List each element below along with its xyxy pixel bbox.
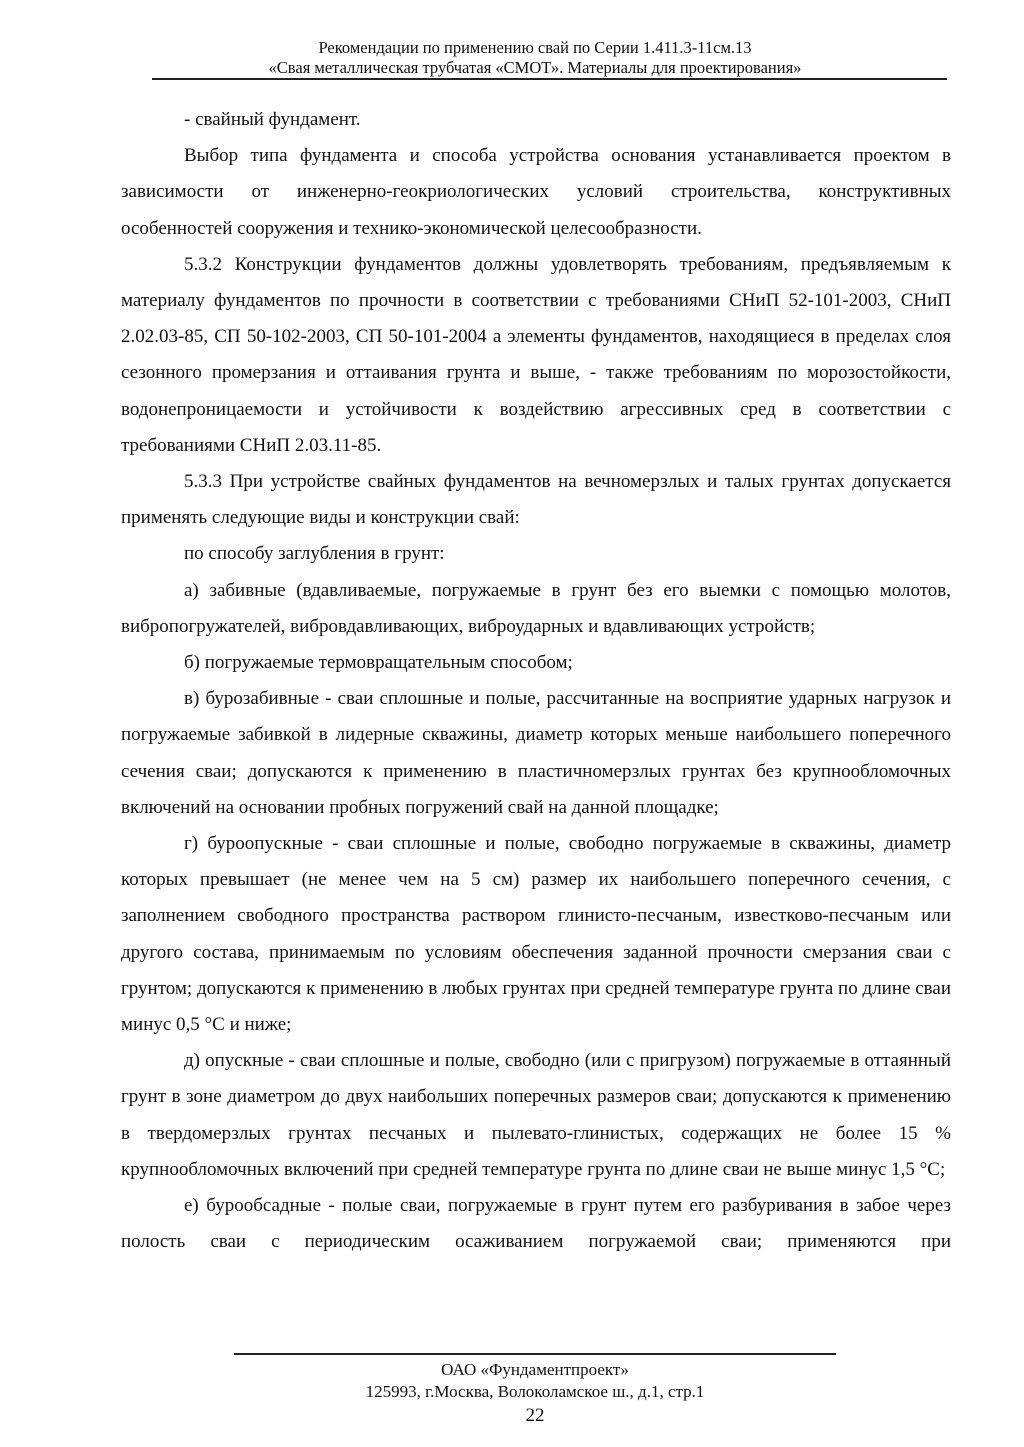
running-header-subtitle: «Свая металлическая трубчатая «СМОТ». Материалы для проектирования»	[268, 58, 802, 77]
paragraph: в) бурозабивные - сваи сплошные и полые, рассчитанные на восприятие ударных нагрузок и погружаемые забивкой в лидерные скважины, диаметр которых меньше наибольшего поперечного сечения сваи; допускаются к применению в пластичномерзлых грунтах без крупнообломочных включений на основании пробных погружений свай на данной площадке;	[121, 688, 951, 818]
paragraph: 5.3.3 При устройстве свайных фундаментов на вечномерзлых и талых грунтах допускается применять следующие виды и конструкции свай:	[121, 471, 951, 529]
running-header-title: Рекомендации по применению свай по Серии 1.411.3-11см.13	[318, 38, 752, 57]
header-rule	[152, 78, 947, 80]
paragraph: по способу заглубления в грунт:	[184, 543, 445, 565]
footer-organization: ОАО «Фундаментпроект»	[441, 1360, 629, 1379]
body-text	[121, 102, 951, 1261]
paragraph: а) забивные (вдавливаемые, погружаемые в грунт без его выемки с помощью молотов, вибропогружателей, вибровдавливающих, виброударных и вдавливающих устройств;	[121, 579, 951, 637]
paragraph: - свайный фундамент.	[184, 109, 361, 130]
paragraph: г) буроопускные - сваи сплошные и полые, свободно погружаемые в скважины, диаметр которых превышает (не менее чем на 5 см) размер их наибольшего поперечного сечения, с заполнением свободного пространства раствором глинисто-песчаным, известково-песчаным или другого состава, принимаемым по условиям обеспечения заданной прочности смерзания сваи с грунтом; допускаются к применению в любых грунтах при средней температуре грунта по длине сваи минус 0,5 °С и ниже;	[121, 833, 951, 1036]
paragraph-continued: е) бурообсадные - полые сваи, погружаемые в грунт путем его разбуривания в забое через полость сваи с периодическим осаживанием погружаемой сваи; применяются при	[121, 1195, 951, 1253]
footer-address: 125993, г.Москва, Волоколамское ш., д.1, стр.1	[365, 1382, 705, 1401]
paragraph: д) опускные - сваи сплошные и полые, свободно (или с пригрузом) погружаемые в оттаянный грунт в зоне диаметром до двух наибольших поперечных размеров сваи; допускаются к применению в твердомерзлых грунтах песчаных и пылевато-глинистых, содержащих не более 15 % крупнообломочных включений при средней температуре грунта по длине сваи не выше минус 1,5 °С;	[121, 1050, 951, 1180]
paragraph: 5.3.2 Конструкции фундаментов должны удовлетворять требованиям, предъявляемым к материалу фундаментов по прочности в соответствии с требованиями СНиП 52-101-2003, СНиП 2.02.03-85, СП 50-102-2003, СП 50-101-2004 а элементы фундаментов, находящиеся в пределах слоя сезонного промерзания и оттаивания грунта и выше, - также требованиям по морозостойкости, водонепроницаемости и устойчивости к воздействию агрессивных сред в соответствии с требованиями СНиП 2.03.11-85.	[121, 253, 951, 456]
page-number: 22	[525, 1405, 545, 1426]
paragraph: б) погружаемые термовращательным способом;	[184, 652, 573, 674]
footer-rule	[234, 1353, 836, 1355]
paragraph: Выбор типа фундамента и способа устройства основания устанавливается проектом в зависимости от инженерно-геокриологических условий строительства, конструктивных особенностей сооружения и технико-экономической целесообразности.	[121, 145, 951, 239]
